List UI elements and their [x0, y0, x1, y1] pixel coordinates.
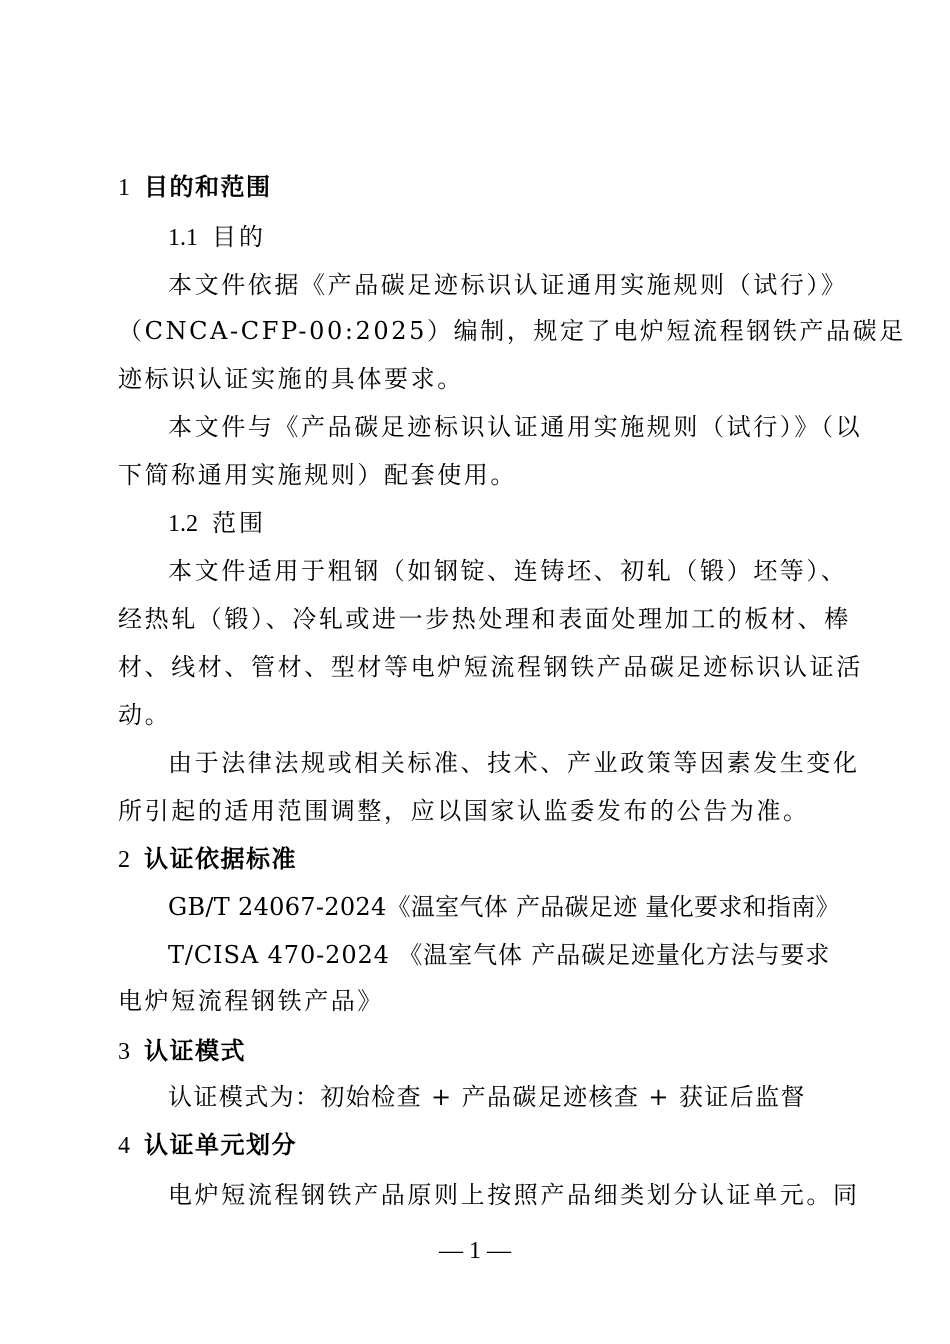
section-3-title: 认证模式 [144, 1036, 246, 1065]
paragraph-line: 由于法律法规或相关标准、技术、产业政策等因素发生变化 [168, 749, 860, 777]
paragraph-line: 本文件适用于粗钢（如钢锭、连铸坯、初轧（锻）坯等）、 [168, 557, 848, 585]
subsection-1-1-number: 1.1 [168, 225, 198, 251]
section-3-number: 3 [118, 1039, 130, 1065]
paragraph-line: 本文件依据《产品碳足迹标识认证通用实施规则（试行）》 [168, 271, 848, 299]
section-4-heading [118, 1130, 838, 1161]
section-1-number: 1 [118, 175, 130, 201]
section-2-number: 2 [118, 847, 130, 873]
paragraph-line: 经热轧（锻）、冷轧或进一步热处理和表面处理加工的板材、棒 [118, 605, 851, 633]
paragraph-line: 动。 [118, 701, 172, 729]
section-4-number: 4 [118, 1133, 130, 1159]
standard-reference: T/CISA 470-2024 《温室气体 产品碳足迹量化方法与要求 [168, 941, 831, 969]
subsection-1-2-number: 1.2 [168, 511, 198, 537]
subsection-1-2-title: 范围 [212, 509, 266, 537]
section-1-heading [118, 172, 838, 203]
subsection-1-2-heading [168, 508, 838, 539]
section-2-heading [118, 844, 838, 875]
standard-reference-continued: 电炉短流程钢铁产品》 [118, 987, 384, 1015]
paragraph-line: 所引起的适用范围调整，应以国家认监委发布的公告为准。 [118, 797, 810, 825]
subsection-1-1-heading [168, 222, 838, 253]
paragraph-line: 电炉短流程钢铁产品原则上按照产品细类划分认证单元。同 [168, 1181, 860, 1209]
section-2-title: 认证依据标准 [144, 844, 297, 873]
section-4-title: 认证单元划分 [144, 1130, 297, 1159]
certification-mode-text: 认证模式为：初始检查 + 产品碳足迹核查 + 获证后监督 [168, 1083, 806, 1111]
page-number: — 1 — [439, 1238, 511, 1264]
paragraph-line: 迹标识认证实施的具体要求。 [118, 365, 464, 393]
paragraph-line: 下简称通用实施规则）配套使用。 [118, 461, 517, 489]
paragraph-line: 材、线材、管材、型材等电炉短流程钢铁产品碳足迹标识认证活 [118, 653, 863, 681]
section-3-heading [118, 1036, 838, 1067]
paragraph-line: （CNCA-CFP-00:2025）编制，规定了电炉短流程钢铁产品碳足 [118, 317, 906, 345]
section-1-title: 目的和范围 [144, 172, 272, 201]
subsection-1-1-title: 目的 [212, 223, 266, 251]
paragraph-line: 本文件与《产品碳足迹标识认证通用实施规则（试行）》（以 [168, 413, 863, 441]
standard-reference: GB/T 24067-2024《温室气体 产品碳足迹 量化要求和指南》 [168, 893, 840, 921]
